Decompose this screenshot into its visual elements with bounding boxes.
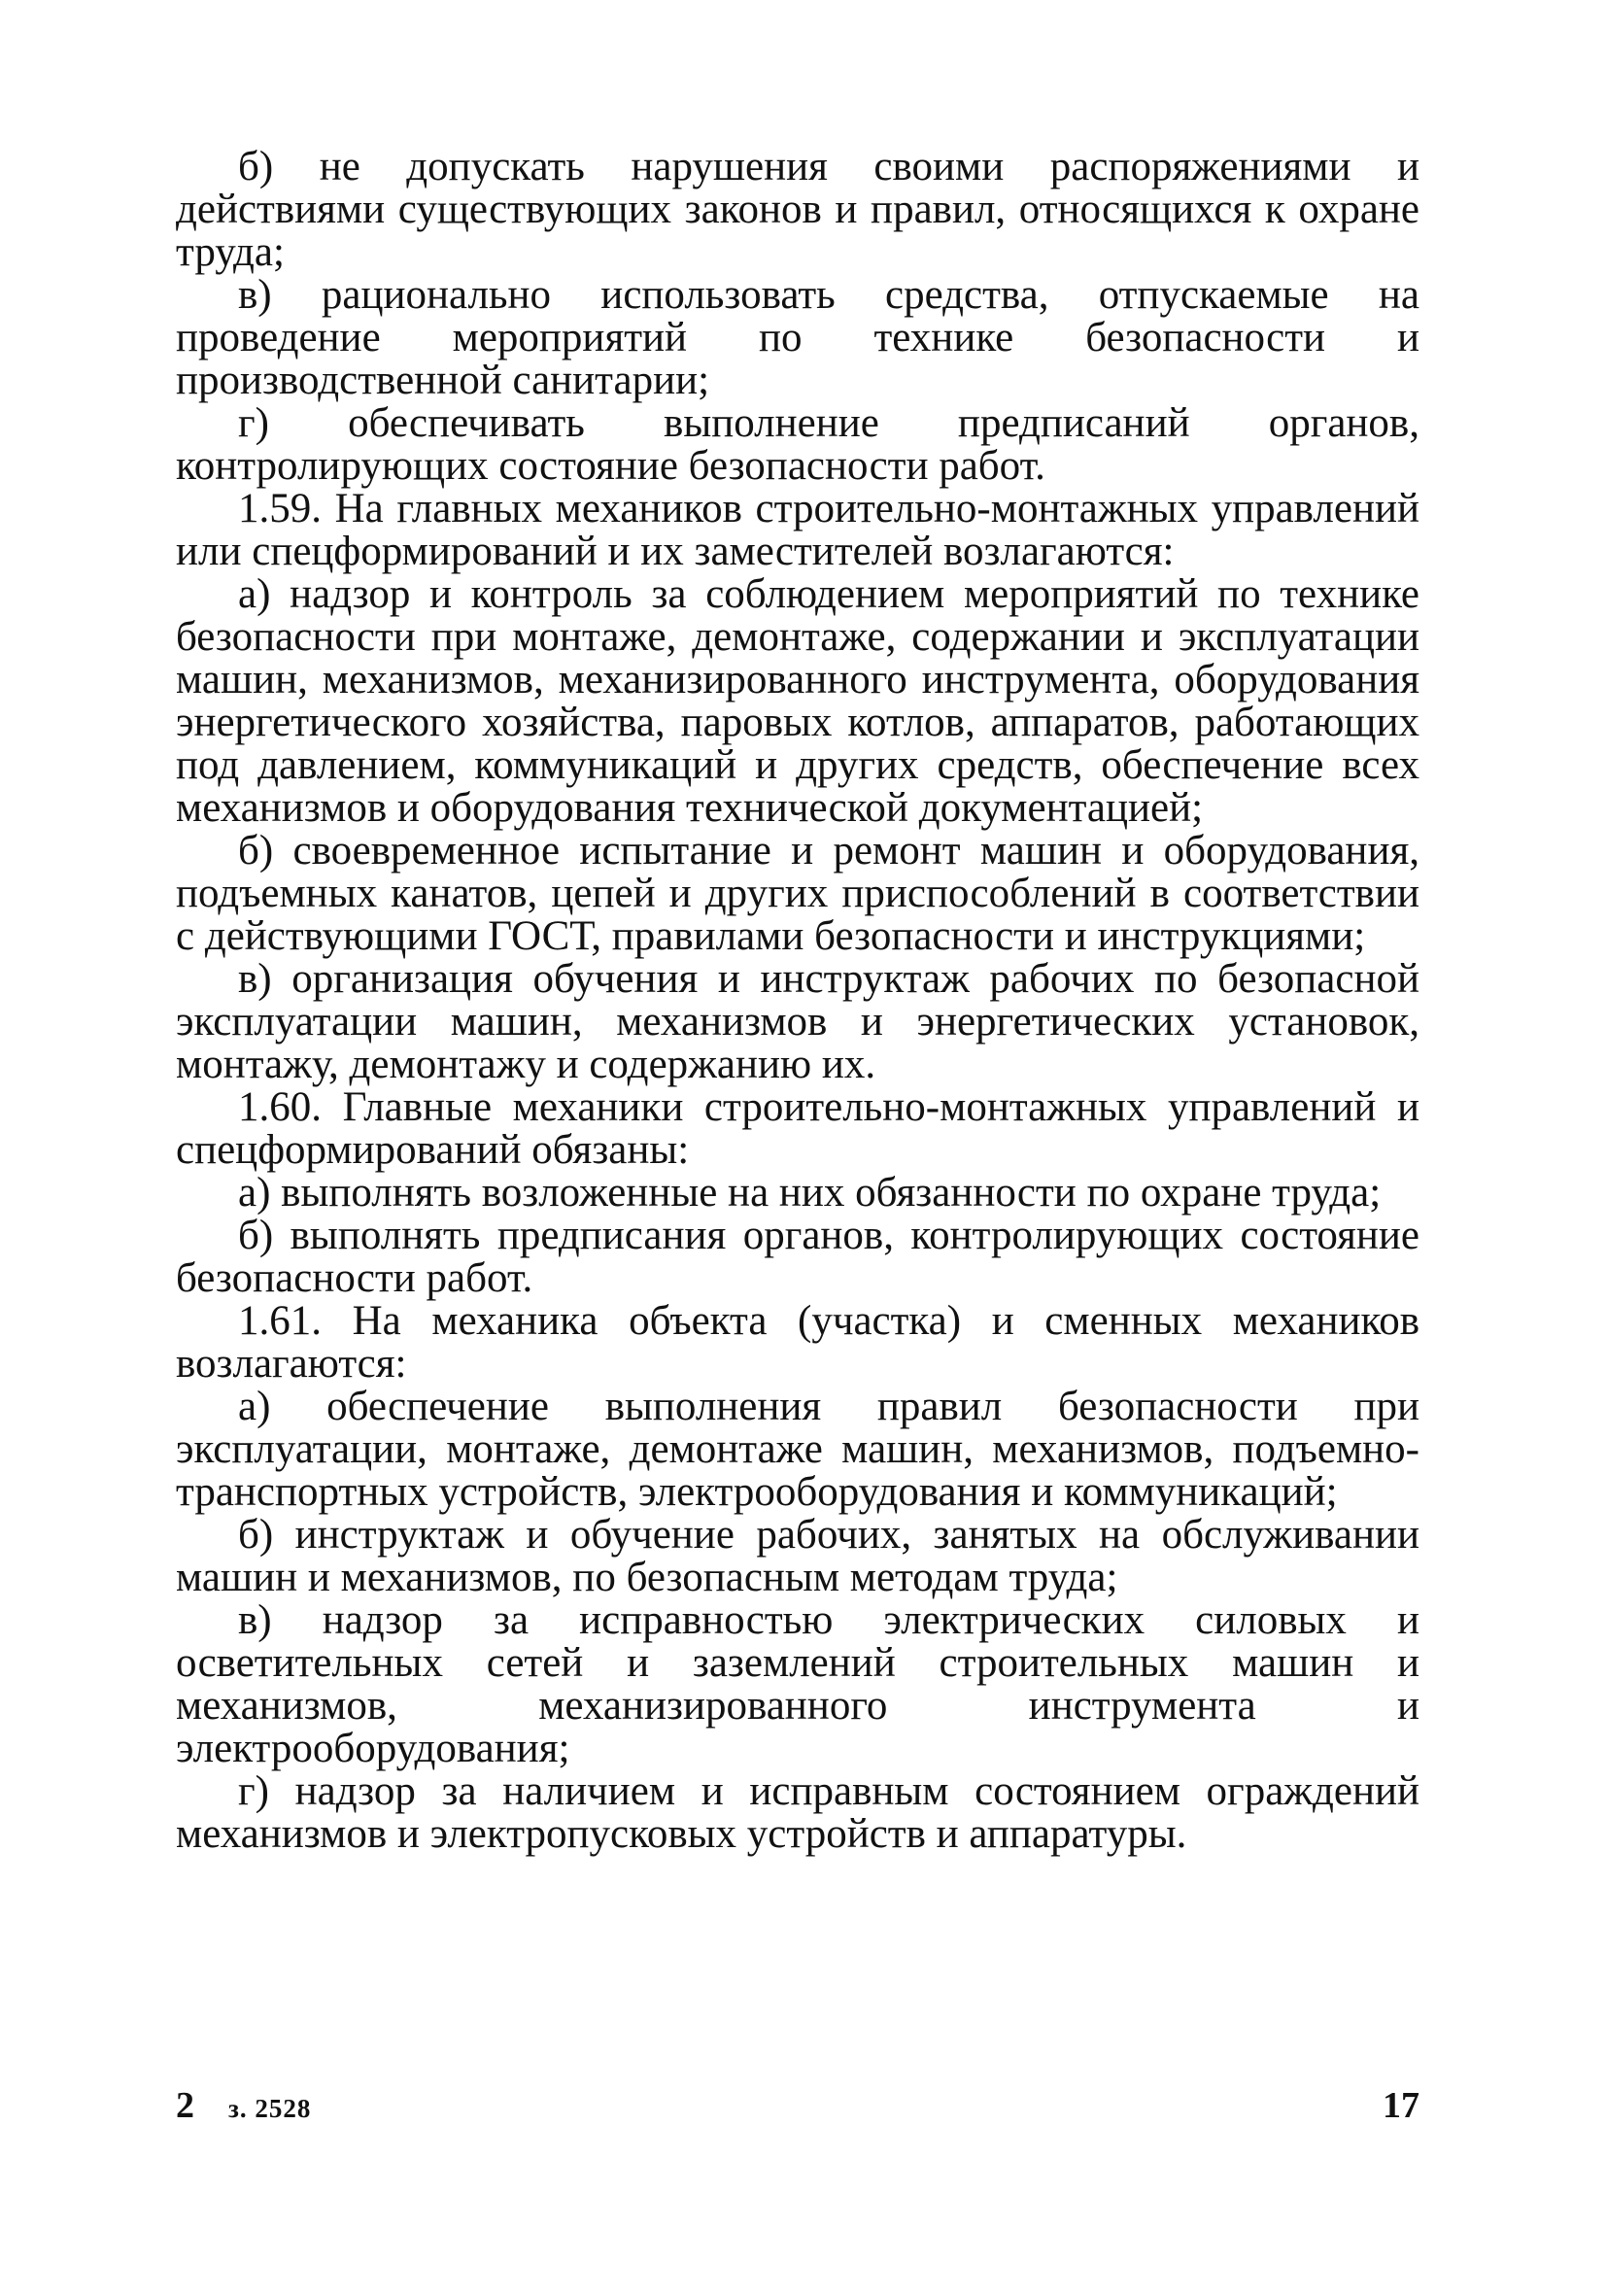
paragraph-1-60-b: б) выполнять предписания органов, контролирующих состояние безопасности работ.: [176, 1213, 1419, 1301]
paragraph-1-59-v: в) организация обучения и инструктаж рабочих по безопасной эксплуатации машин, механизмов и энергетических установок, монтажу, демонтажу и содержанию их.: [176, 956, 1419, 1087]
paragraph-1-61-v: в) надзор за исправностью электрических силовых и осветительных сетей и заземлений строительных машин и механизмов, механизированного инструмента и электрооборудования;: [176, 1597, 1419, 1771]
paragraph-1-59: 1.59. На главных механиков строительно-монтажных управлений или спецформирований и их заместителей возлагаются:: [176, 486, 1419, 574]
paragraph-1-61-g: г) надзор за наличием и исправным состоянием ограждений механизмов и электропусковых устройств и аппаратуры.: [176, 1768, 1419, 1857]
paragraph-1-58-v: в) рационально использовать средства, отпускаемые на проведение мероприятий по технике безопасности и производственной санитарии;: [176, 272, 1419, 403]
paragraph-1-61: 1.61. На механика объекта (участка) и сменных механиков возлагаются:: [176, 1298, 1419, 1387]
body-text: [176, 146, 1419, 1856]
page-footer: [176, 2084, 1419, 2139]
paragraph-1-59-a: а) надзор и контроль за соблюдением мероприятий по технике безопасности при монтаже, демонтаже, содержании и эксплуатации машин, механизмов, механизированного инструмента, оборудования энергетического хозяйства, паровых котлов, аппаратов, работающих под давлением, коммуникаций и других средств, обеспечение всех механизмов и оборудования технической документацией;: [176, 571, 1419, 831]
paragraph-1-59-b: б) своевременное испытание и ремонт машин и оборудования, подъемных канатов, цепей и других приспособлений в соответствии с действующими ГОСТ, правилами безопасности и инструкциями;: [176, 828, 1419, 959]
paragraph-1-58-b: б) не допускать нарушения своими распоряжениями и действиями существующих законов и правил, относящихся к охране труда;: [176, 144, 1419, 275]
paragraph-1-60: 1.60. Главные механики строительно-монтажных управлений и спецформирований обязаны:: [176, 1084, 1419, 1173]
page-number: 17: [1383, 2085, 1419, 2126]
paragraph-1-60-a: а) выполнять возложенные на них обязанности по охране труда;: [238, 1170, 1382, 1216]
paragraph-1-61-b: б) инструктаж и обучение рабочих, занятых на обслуживании машин и механизмов, по безопасным методам труда;: [176, 1512, 1419, 1600]
paragraph-1-58-g: г) обеспечивать выполнение предписаний органов, контролирующих состояние безопасности работ.: [176, 400, 1419, 489]
print-order-number: з. 2528: [228, 2094, 312, 2123]
signature-mark: 2: [176, 2085, 194, 2126]
paragraph-1-61-a: а) обеспечение выполнения правил безопасности при эксплуатации, монтаже, демонтаже машин, механизмов, подъемно-транспортных устройств, электрооборудования и коммуникаций;: [176, 1384, 1419, 1515]
